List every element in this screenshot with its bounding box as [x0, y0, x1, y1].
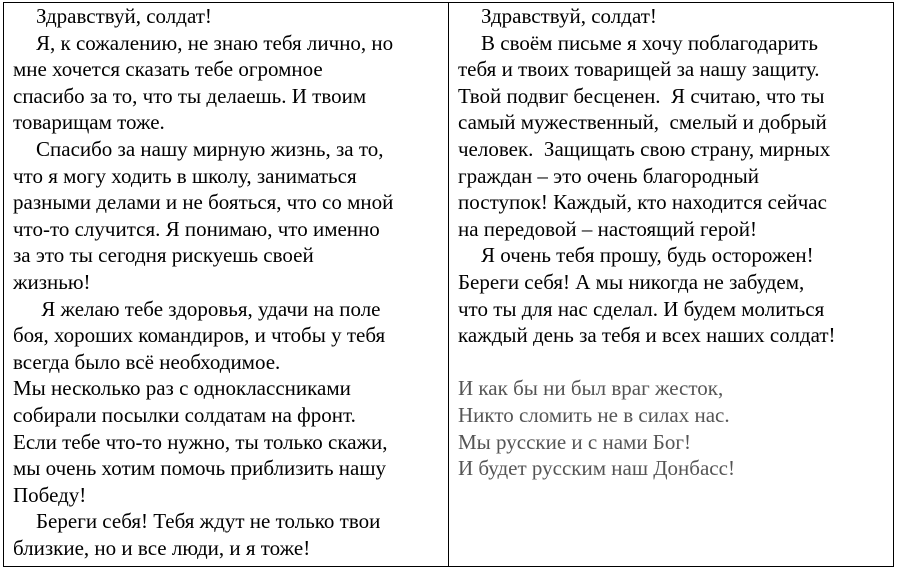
letter-line: Победу!: [13, 482, 87, 507]
letter-line: Мы несколько раз с одноклассниками: [13, 376, 351, 401]
letter-line: человек. Защищать свою страну, мирных: [458, 137, 831, 161]
letter-line: Здравствуй, солдат!: [481, 4, 657, 28]
letter-line: товарищам тоже.: [13, 110, 165, 135]
letter-line: что я могу ходить в школу, заниматься: [13, 163, 357, 188]
letter-line: Спасибо за нашу мирную жизнь, за то,: [36, 137, 384, 161]
letter-line: Береги себя! А мы никогда не забудем,: [458, 270, 805, 294]
letter-line: спасибо за то, что ты делаешь. И твоим: [13, 83, 367, 108]
letter-line: собирали посылки солдатам на фронт.: [13, 403, 356, 427]
letter-line: мы очень хотим помочь приблизить нашу: [13, 456, 387, 481]
letter-line: Твой подвиг бесценен. Я считаю, что ты: [458, 83, 825, 108]
letter-line: разными делами и не бояться, что со мной: [13, 190, 394, 215]
letter-line: каждый день за тебя и всех наших солдат!: [458, 323, 836, 348]
table-left-border: [3, 2, 4, 567]
poem-line: И как бы ни был враг жесток,: [458, 376, 724, 401]
letter-line: близкие, но и все люди, и я тоже!: [13, 536, 311, 560]
letter-line: граждан – это очень благородный: [458, 163, 759, 188]
letter-line: Береги себя! Тебя ждут не только твои: [36, 509, 381, 534]
letter-line: поступок! Каждый, кто находится сейчас: [458, 190, 827, 215]
poem-line: Никто сломить не в силах нас.: [458, 403, 730, 427]
letter-line: Я, к сожалению, не знаю тебя лично, но: [36, 30, 394, 55]
letter-line: Я желаю тебе здоровья, удачи на поле: [36, 296, 381, 321]
poem-line: И будет русским наш Донбасс!: [458, 456, 735, 481]
letter-line: что ты для нас сделал. И будем молиться: [458, 296, 825, 321]
letter-line: всегда было всё необходимое.: [13, 349, 281, 374]
table-center-divider: [448, 2, 449, 567]
letter-line: жизнью!: [13, 270, 91, 294]
letter-line: самый мужественный, смелый и добрый: [458, 110, 827, 135]
letter-line: за это ты сегодня рискуешь своей: [13, 243, 314, 268]
letter-line: на передовой – настоящий герой!: [458, 216, 757, 241]
letter-line: Если тебе что-то нужно, ты только скажи,: [13, 429, 388, 454]
poem-line: Мы русские и с нами Бог!: [458, 429, 691, 454]
letter-line: тебя и твоих товарищей за нашу защиту.: [458, 57, 820, 82]
letter-line: Здравствуй, солдат!: [36, 4, 212, 28]
letter-line: боя, хороших командиров, и чтобы у тебя: [13, 323, 386, 348]
letter-line: Я очень тебя прошу, будь осторожен!: [481, 243, 814, 268]
table-right-border: [893, 2, 894, 567]
letter-line: что-то случится. Я понимаю, что именно: [13, 216, 380, 241]
letter-line: В своём письме я хочу поблагодарить: [481, 30, 819, 55]
letter-line: мне хочется сказать тебе огромное: [13, 57, 323, 82]
